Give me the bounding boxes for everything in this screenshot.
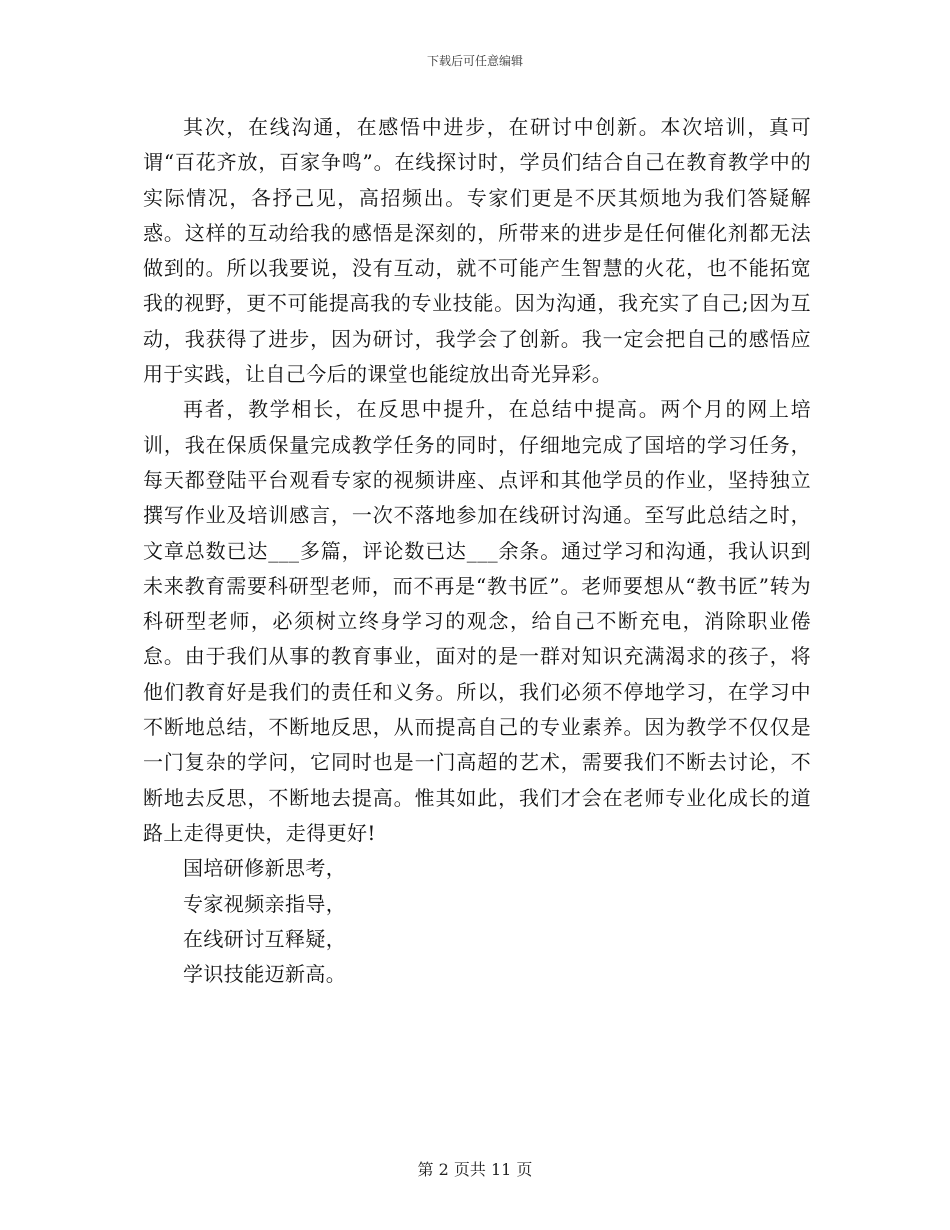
page-header: 下载后可任意编辑 xyxy=(426,54,523,68)
page-footer: 第 2 页共 11 页 xyxy=(417,1160,533,1179)
paragraph-1: 其次，在线沟通，在感悟中进步，在研讨中创新。本次培训，真可谓“百花齐放，百家争鸣”。在线探讨时，学员们结合自己在教育教学中的实际情况，各抒己见，高招频出。专家们更是不厌其烦地为我们答疑解惑。这样的互动给我的感悟是深刻的，所带来的进步是任何催化剂都无法做到的。所以我要说，没有互动，就不可能产生智慧的火花，也不能拓宽我的视野，更不可能提高我的专业技能。因为沟通，我充实了自己;因为互动，我获得了进步，因为研讨，我学会了创新。我一定会把自己的感悟应用于实践，让自己今后的课堂也能绽放出奇光异彩。 xyxy=(143,115,811,387)
poem-line-4: 学识技能迈新高。 xyxy=(183,962,347,987)
paragraph-2: 再者，教学相长，在反思中提升，在总结中提高。两个月的网上培训，我在保质保量完成教学任务的同时，仔细地完成了国培的学习任务，每天都登陆平台观看专家的视频讲座、点评和其他学员的作业，坚持独立撰写作业及培训感言，一次不落地参加在线研讨沟通。至写此总结之时，文章总数已达___多篇，评论数已达___余条。通过学习和沟通，我认识到未来教育需要科研型老师，而不再是“教书匠”。老师要想从“教书匠”转为科研型老师，必须树立终身学习的观念，给自己不断充电，消除职业倦怠。由于我们从事的教育事业，面对的是一群对知识充满渴求的孩子，将他们教育好是我们的责任和义务。所以，我们必须不停地学习，在学习中不断地总结，不断地反思，从而提高自己的专业素养。因为教学不仅仅是一门复杂的学问，它同时也是一门高超的艺术，需要我们不断去讨论，不断地去反思，不断地去提高。惟其如此，我们才会在老师专业化成长的道路上走得更快，走得更好! xyxy=(143,397,811,845)
poem-line-3: 在线研讨互释疑， xyxy=(183,926,347,951)
poem-line-1: 国培研修新思考， xyxy=(183,856,347,881)
poem-line-2: 专家视频亲指导， xyxy=(183,891,347,916)
document-body xyxy=(143,110,811,992)
poem xyxy=(143,851,811,992)
